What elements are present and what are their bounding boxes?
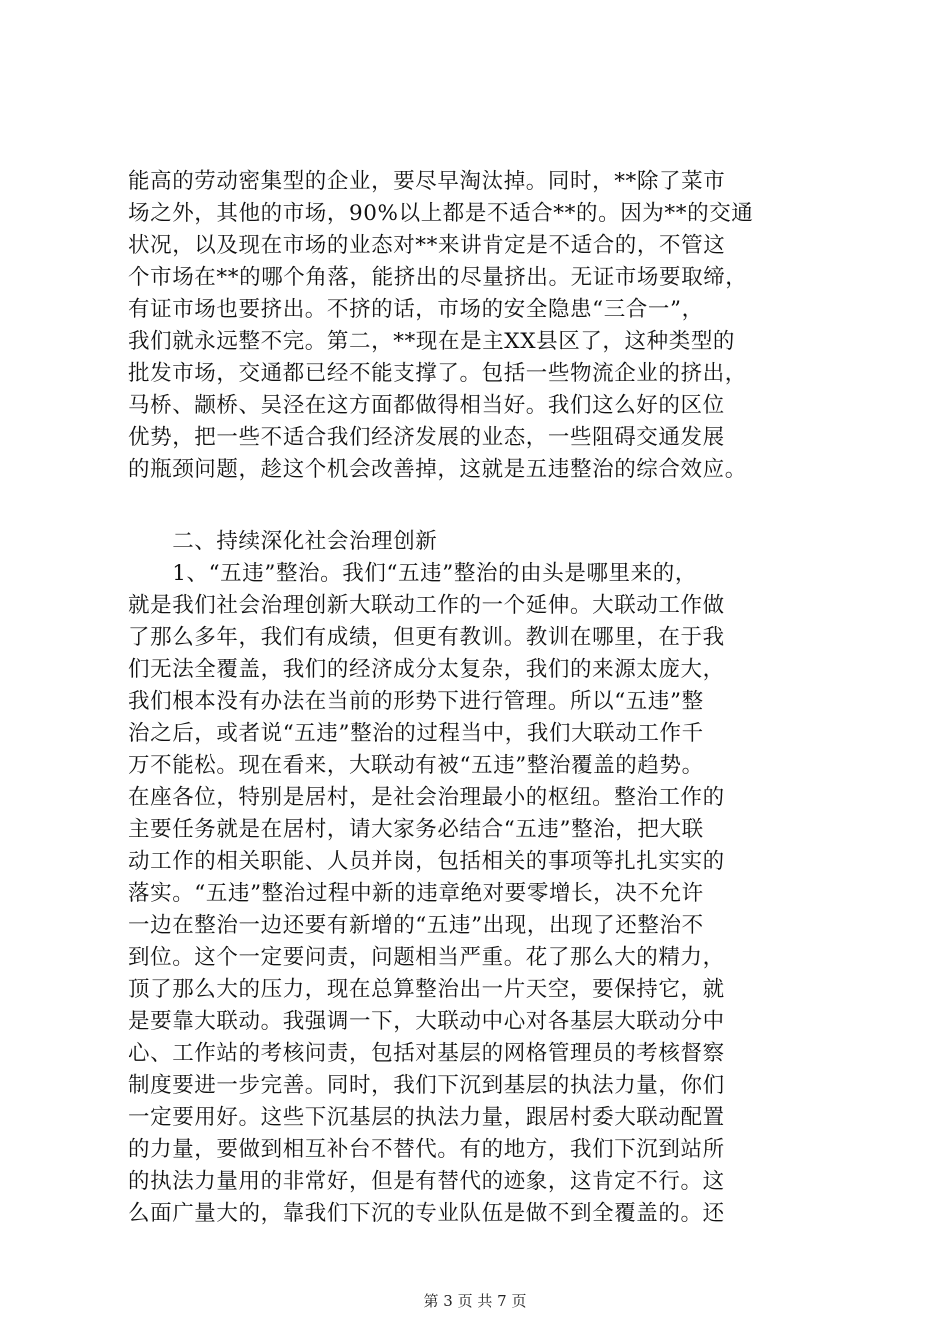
section-heading: 二、持续深化社会治理创新 [128,529,438,554]
page-number-footer: 第 3 页 共 7 页 [423,1292,527,1310]
text-line: 有证市场也要挤出。不挤的话，市场的安全隐患“三合一”， [128,297,704,322]
text-line: 的执法力量用的非常好，但是有替代的迹象，这肯定不行。这 [128,1169,725,1194]
text-line: 么面广量大的，靠我们下沉的专业队伍是做不到全覆盖的。还 [128,1201,725,1226]
text-line: 顶了那么大的压力，现在总算整治出一片天空，要保持它，就 [128,977,725,1002]
text-line: 们无法全覆盖，我们的经济成分太复杂，我们的来源太庞大， [128,657,725,682]
text-line: 我们根本没有办法在当前的形势下进行管理。所以“五违”整 [128,689,704,714]
text-line: 在座各位，特别是居村，是社会治理最小的枢纽。整治工作的 [128,785,725,810]
text-line: 1、“五违”整治。我们“五违”整治的由头是哪里来的， [128,561,697,586]
text-line: 动工作的相关职能、人员并岗，包括相关的事项等扎扎实实的 [128,849,725,874]
text-line: 能高的劳动密集型的企业，要尽早淘汰掉。同时，**除了菜市 [128,169,726,194]
text-line: 一边在整治一边还要有新增的“五违”出现，出现了还整治不 [128,913,704,938]
text-line: 制度要进一步完善。同时，我们下沉到基层的执法力量，你们 [128,1073,725,1098]
text-line: 的瓶颈问题，趁这个机会改善掉，这就是五违整治的综合效应。 [128,457,747,482]
text-line: 优势，把一些不适合我们经济发展的业态，一些阻碍交通发展 [128,425,725,450]
paragraph-2 [128,558,850,1230]
text-line: 主要任务就是在居村，请大家务必结合“五违”整治，把大联 [128,817,704,842]
text-line: 是要靠大联动。我强调一下，大联动中心对各基层大联动分中 [128,1009,725,1034]
text-line: 万不能松。现在看来，大联动有被“五违”整治覆盖的趋势。 [128,753,704,778]
text-line: 心、工作站的考核问责，包括对基层的网格管理员的考核督察 [128,1041,725,1066]
text-line: 落实。“五违”整治过程中新的违章绝对要零增长，决不允许 [128,881,704,906]
text-line: 场之外，其他的市场，90%以上都是不适合**的。因为**的交通 [128,201,754,226]
text-line: 马桥、颛桥、吴泾在这方面都做得相当好。我们这么好的区位 [128,393,725,418]
paragraph-spacer [128,486,850,526]
document-body [128,166,850,1230]
text-line: 我们就永远整不完。第二，**现在是主XX县区了，这种类型的 [128,329,736,354]
text-line: 状况，以及现在市场的业态对**来讲肯定是不适合的，不管这 [128,233,726,258]
text-line: 到位。这个一定要问责，问题相当严重。花了那么大的精力， [128,945,725,970]
text-line: 个市场在**的哪个角落，能挤出的尽量挤出。无证市场要取缔， [128,265,748,290]
text-line: 就是我们社会治理创新大联动工作的一个延伸。大联动工作做 [128,593,725,618]
text-line: 批发市场，交通都已经不能支撑了。包括一些物流企业的挤出， [128,361,747,386]
text-line: 治之后，或者说“五违”整治的过程当中，我们大联动工作千 [128,721,704,746]
text-line: 了那么多年，我们有成绩，但更有教训。教训在哪里，在于我 [128,625,725,650]
paragraph-1 [128,166,850,486]
text-line: 的力量，要做到相互补台不替代。有的地方，我们下沉到站所 [128,1137,725,1162]
text-line: 一定要用好。这些下沉基层的执法力量，跟居村委大联动配置 [128,1105,725,1130]
